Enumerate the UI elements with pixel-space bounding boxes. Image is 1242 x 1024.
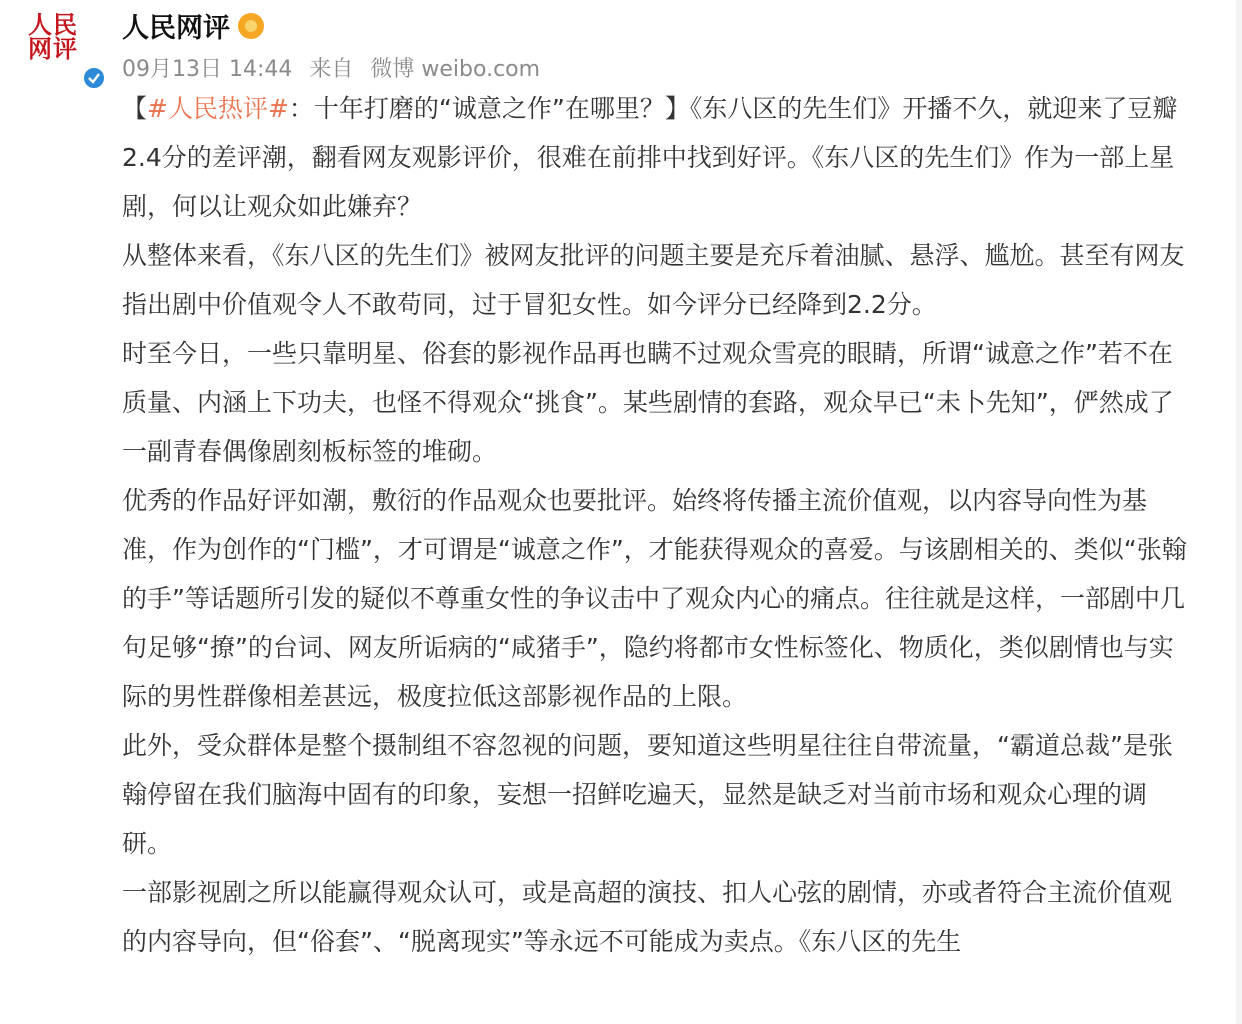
post-intro-paragraph	[122, 84, 1187, 231]
post-source-label: 来自	[309, 57, 354, 82]
scroll-edge	[1236, 0, 1242, 1024]
post-headline: ：十年打磨的“诚意之作”在哪里？】	[288, 94, 690, 123]
author-name-row	[122, 6, 264, 45]
post-source: 微博 weibo.com	[370, 57, 541, 82]
hashtag-link[interactable]: #人民热评#	[147, 94, 289, 123]
avatar-logo-line1: 人民	[28, 11, 78, 39]
vip-badge-icon	[238, 13, 264, 39]
post-paragraph: 一部影视剧之所以能赢得观众认可，或是高超的演技、扣人心弦的剧情，亦或者符合主流价值观的内容导向，但“俗套”、“脱离现实”等永远不可能成为卖点。《东八区的先生	[122, 878, 1173, 956]
post-paragraph: 优秀的作品好评如潮，敷衍的作品观众也要批评。始终将传播主流价值观，以内容导向性为基准，作为创作的“门槛”，才可谓是“诚意之作”，才能获得观众的喜爱。与该剧相关的、类似“张翰的手”等话题所引发的疑似不尊重女性的争议击中了观众内心的痛点。往往就是这样，一部剧中几句足够“撩”的台词、网友所诟病的“咸猪手”，隐约将都市女性标签化、物质化，类似剧情也与实际的男性群像相差甚远，极度拉低这部影视作品的上限。	[122, 486, 1187, 711]
post-intro: 《东八区的先生们》开播不久，就迎来了豆瓣2.4分的差评潮，翻看网友观影评价，很难在前排中找到好评。《东八区的先生们》作为一部上星剧，何以让观众如此嫌弃？	[122, 94, 1178, 221]
headline-bracket: 【	[122, 94, 148, 123]
avatar-logo	[22, 6, 84, 68]
post-body	[122, 84, 1187, 966]
post-paragraph: 时至今日，一些只靠明星、俗套的影视作品再也瞒不过观众雪亮的眼睛，所谓“诚意之作”若不在质量、内涵上下功夫，也怪不得观众“挑食”。某些剧情的套路，观众早已“未卜先知”，俨然成了一副青春偶像剧刻板标签的堆砌。	[122, 339, 1174, 466]
verified-check-icon	[82, 66, 106, 90]
avatar-logo-line2: 网评	[28, 35, 78, 63]
avatar[interactable]	[22, 6, 94, 78]
author-name[interactable]: 人民网评	[122, 13, 230, 44]
post-paragraph: 此外，受众群体是整个摄制组不容忽视的问题，要知道这些明星往往自带流量，“霸道总裁”是张翰停留在我们脑海中固有的印象，妄想一招鲜吃遍天，显然是缺乏对当前市场和观众心理的调研。	[122, 731, 1173, 858]
post-meta	[122, 52, 550, 83]
post-paragraph: 从整体来看，《东八区的先生们》被网友批评的问题主要是充斥着油腻、悬浮、尴尬。甚至有网友指出剧中价值观令人不敢苟同，过于冒犯女性。如今评分已经降到2.2分。	[122, 241, 1185, 319]
post-date[interactable]: 09月13日 14:44	[122, 57, 293, 82]
